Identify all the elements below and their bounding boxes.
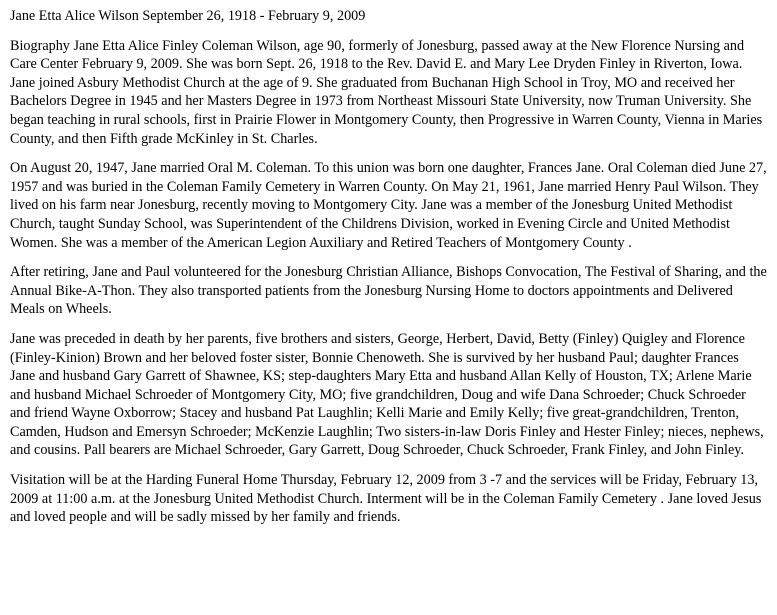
marriage-paragraph: On August 20, 1947, Jane married Oral M. Coleman. To this union was born one daughter, Frances Jane. Oral Coleman died June 27, 1957 and was buried in the Coleman Family Cemetery in Warren County. On May 21, 1961, Jane married Henry Paul Wilson. They lived on his farm near Jonesburg, recently moving to Montgomery City. Jane was a member of the Jonesburg United Methodist Church, taught Sunday School, was Superintendent of the Childrens Division, worked in Evening Circle and United Methodist Women. She was a member of the American Legion Auxiliary and Retired Teachers of Montgomery County . xyxy=(10,160,767,251)
volunteer-paragraph: After retiring, Jane and Paul volunteered for the Jonesburg Christian Alliance, Bishops Convocation, The Festival of Sharing, and the Annual Bike-A-Thon. They also transported patients from the Jonesburg Nursing Home to doctors appointments and Delivered Meals on Wheels. xyxy=(10,264,767,318)
biography-paragraph: Biography Jane Etta Alice Finley Coleman Wilson, age 90, formerly of Jonesburg, passed away at the New Florence Nursing and Care Center February 9, 2009. She was born Sept. 26, 1918 to the Rev. David E. and Mary Lee Dryden Finley in Riverton, Iowa. Jane joined Asbury Methodist Church at the age of 9. She graduated from Buchanan High School in Troy, MO and received her Bachelors Degree in 1945 and her Masters Degree in 1973 from Northeast Missouri State University, now Truman University. She began teaching in rural schools, first in Prairie Flower in Montgomery County, then Progressive in Warren County, Vienna in Maries County, and then Fifth grade McKinley in St. Charles. xyxy=(10,37,763,147)
obituary-title: Jane Etta Alice Wilson September 26, 1918 - February 9, 2009 xyxy=(10,8,366,24)
family-paragraph: Jane was preceded in death by her parents, five brothers and sisters, George, Herbert, David, Betty (Finley) Quigley and Florence (Finley-Kinion) Brown and her beloved foster sister, Bonnie Chenoweth. She is survived by her husband Paul; daughter Frances Jane and husband Gary Garrett of Shawnee, KS; step-daughters Mary Etta and husband Allan Kelly of Houston, TX; Arlene Marie and husband Michael Schroeder of Montgomery City, MO; five grandchildren, Doug and wife Dana Schroeder; Chuck Schroeder and friend Wayne Oxborrow; Stacey and husband Pat Laughlin; Kelli Marie and Emily Kelly; five great-grandchildren, Trenton, Camden, Hudson and Emersyn Schroeder; McKenzie Laughlin; Two sisters-in-law Doris Finley and Hester Finley; nieces, nephews, and cousins. Pall bearers are Michael Schroeder, Gary Garrett, Doug Schroeder, Chuck Schroeder, Frank Finley, and John Finley. xyxy=(10,330,764,459)
visitation-paragraph: Visitation will be at the Harding Funeral Home Thursday, February 12, 2009 from 3 -7 and the services will be Friday, February 13, 2009 at 11:00 a.m. at the Jonesburg United Methodist Church. Interment will be in the Coleman Family Cemetery . Jane loved Jesus and loved people and will be sadly missed by her family and friends. xyxy=(10,472,762,526)
